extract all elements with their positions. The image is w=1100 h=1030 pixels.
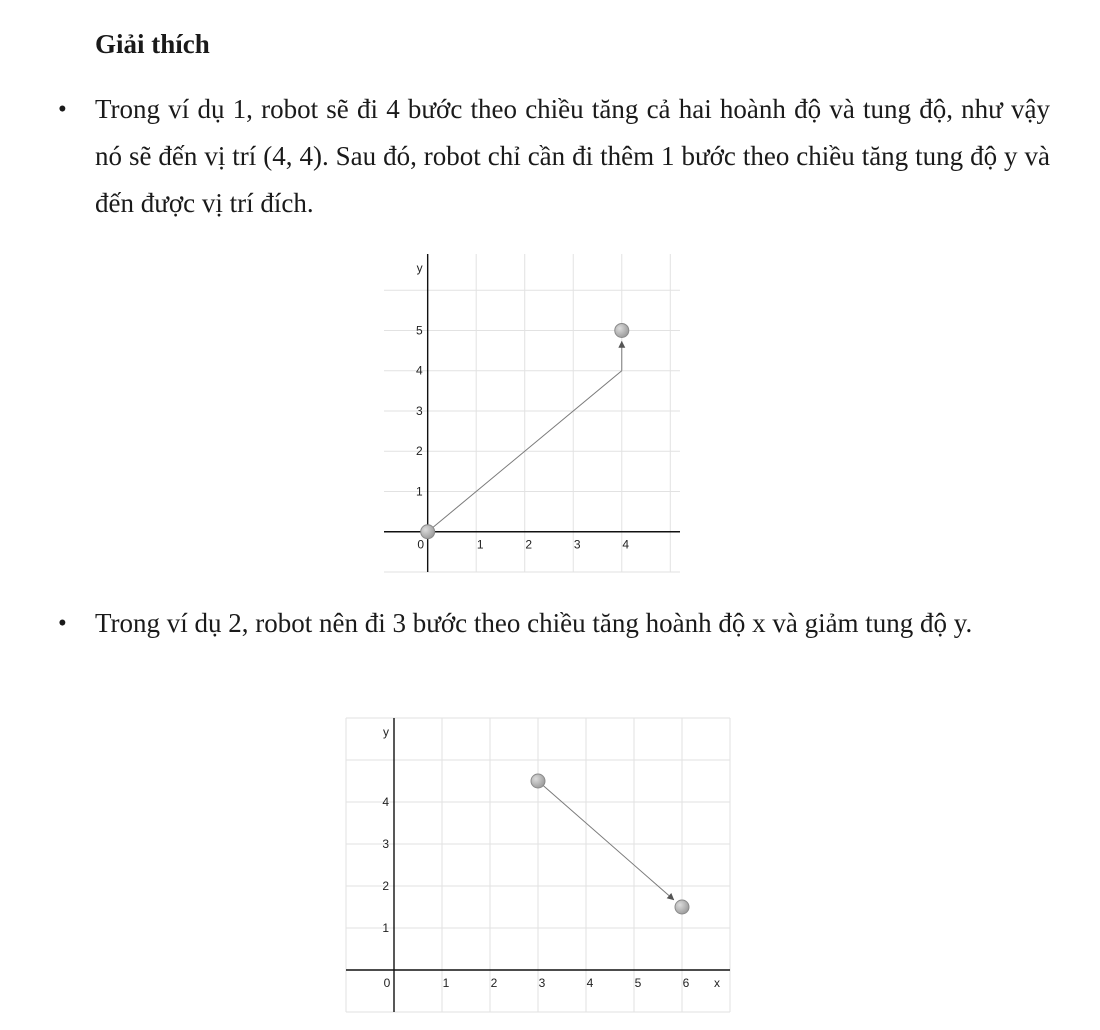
y-axis-label: y (383, 725, 389, 739)
x-tick-label: 2 (490, 976, 498, 990)
grid-lines (346, 718, 730, 1012)
x-tick-label: 3 (538, 976, 546, 990)
bullet-marker: • (58, 96, 67, 123)
x-tick-label: 6 (682, 976, 690, 990)
section-heading: Giải thích (95, 29, 210, 59)
x-tick-label: 2 (525, 537, 533, 552)
destination-point (675, 900, 689, 914)
x-axis-label: x (714, 976, 720, 990)
y-tick-label: 1 (415, 484, 423, 499)
x-tick-label: 1 (442, 976, 450, 990)
y-axis-label: y (416, 261, 423, 275)
x-tick-label: 3 (573, 537, 581, 552)
y-tick-label: 3 (382, 837, 389, 851)
robot-path-segment (538, 781, 674, 900)
y-tick-label: 2 (415, 444, 423, 459)
y-tick-label: 4 (382, 795, 389, 809)
x-tick-label: 5 (634, 976, 642, 990)
explanation-paragraph-2: Trong ví dụ 2, robot nên đi 3 bước theo chiều tăng hoành độ x và giảm tung độ y. (95, 608, 973, 638)
example-1-chart (380, 248, 690, 578)
x-tick-label: 4 (586, 976, 594, 990)
y-tick-label: 2 (382, 879, 389, 893)
x-tick-label: 0 (383, 976, 391, 990)
example-2-chart (340, 712, 740, 1022)
bullet-marker: • (58, 610, 67, 637)
explanation-paragraph-1: Trong ví dụ 1, robot sẽ đi 4 bước theo chiều tăng cả hai hoành độ và tung độ, như vậy nó sẽ đến vị trí (4, 4). Sau đó, robot chỉ cần đi thêm 1 bước theo chiều tăng tung độ y và đến được vị trí đích. (95, 94, 1050, 218)
destination-point (615, 323, 629, 337)
x-tick-label: 4 (622, 537, 630, 552)
x-tick-label: 1 (476, 537, 484, 552)
start-point (531, 774, 545, 788)
y-tick-label: 3 (415, 403, 423, 418)
y-tick-label: 1 (382, 921, 389, 935)
y-tick-label: 5 (415, 323, 423, 338)
y-tick-label: 4 (415, 363, 423, 378)
start-point (421, 525, 435, 539)
x-tick-label: 0 (417, 537, 425, 552)
